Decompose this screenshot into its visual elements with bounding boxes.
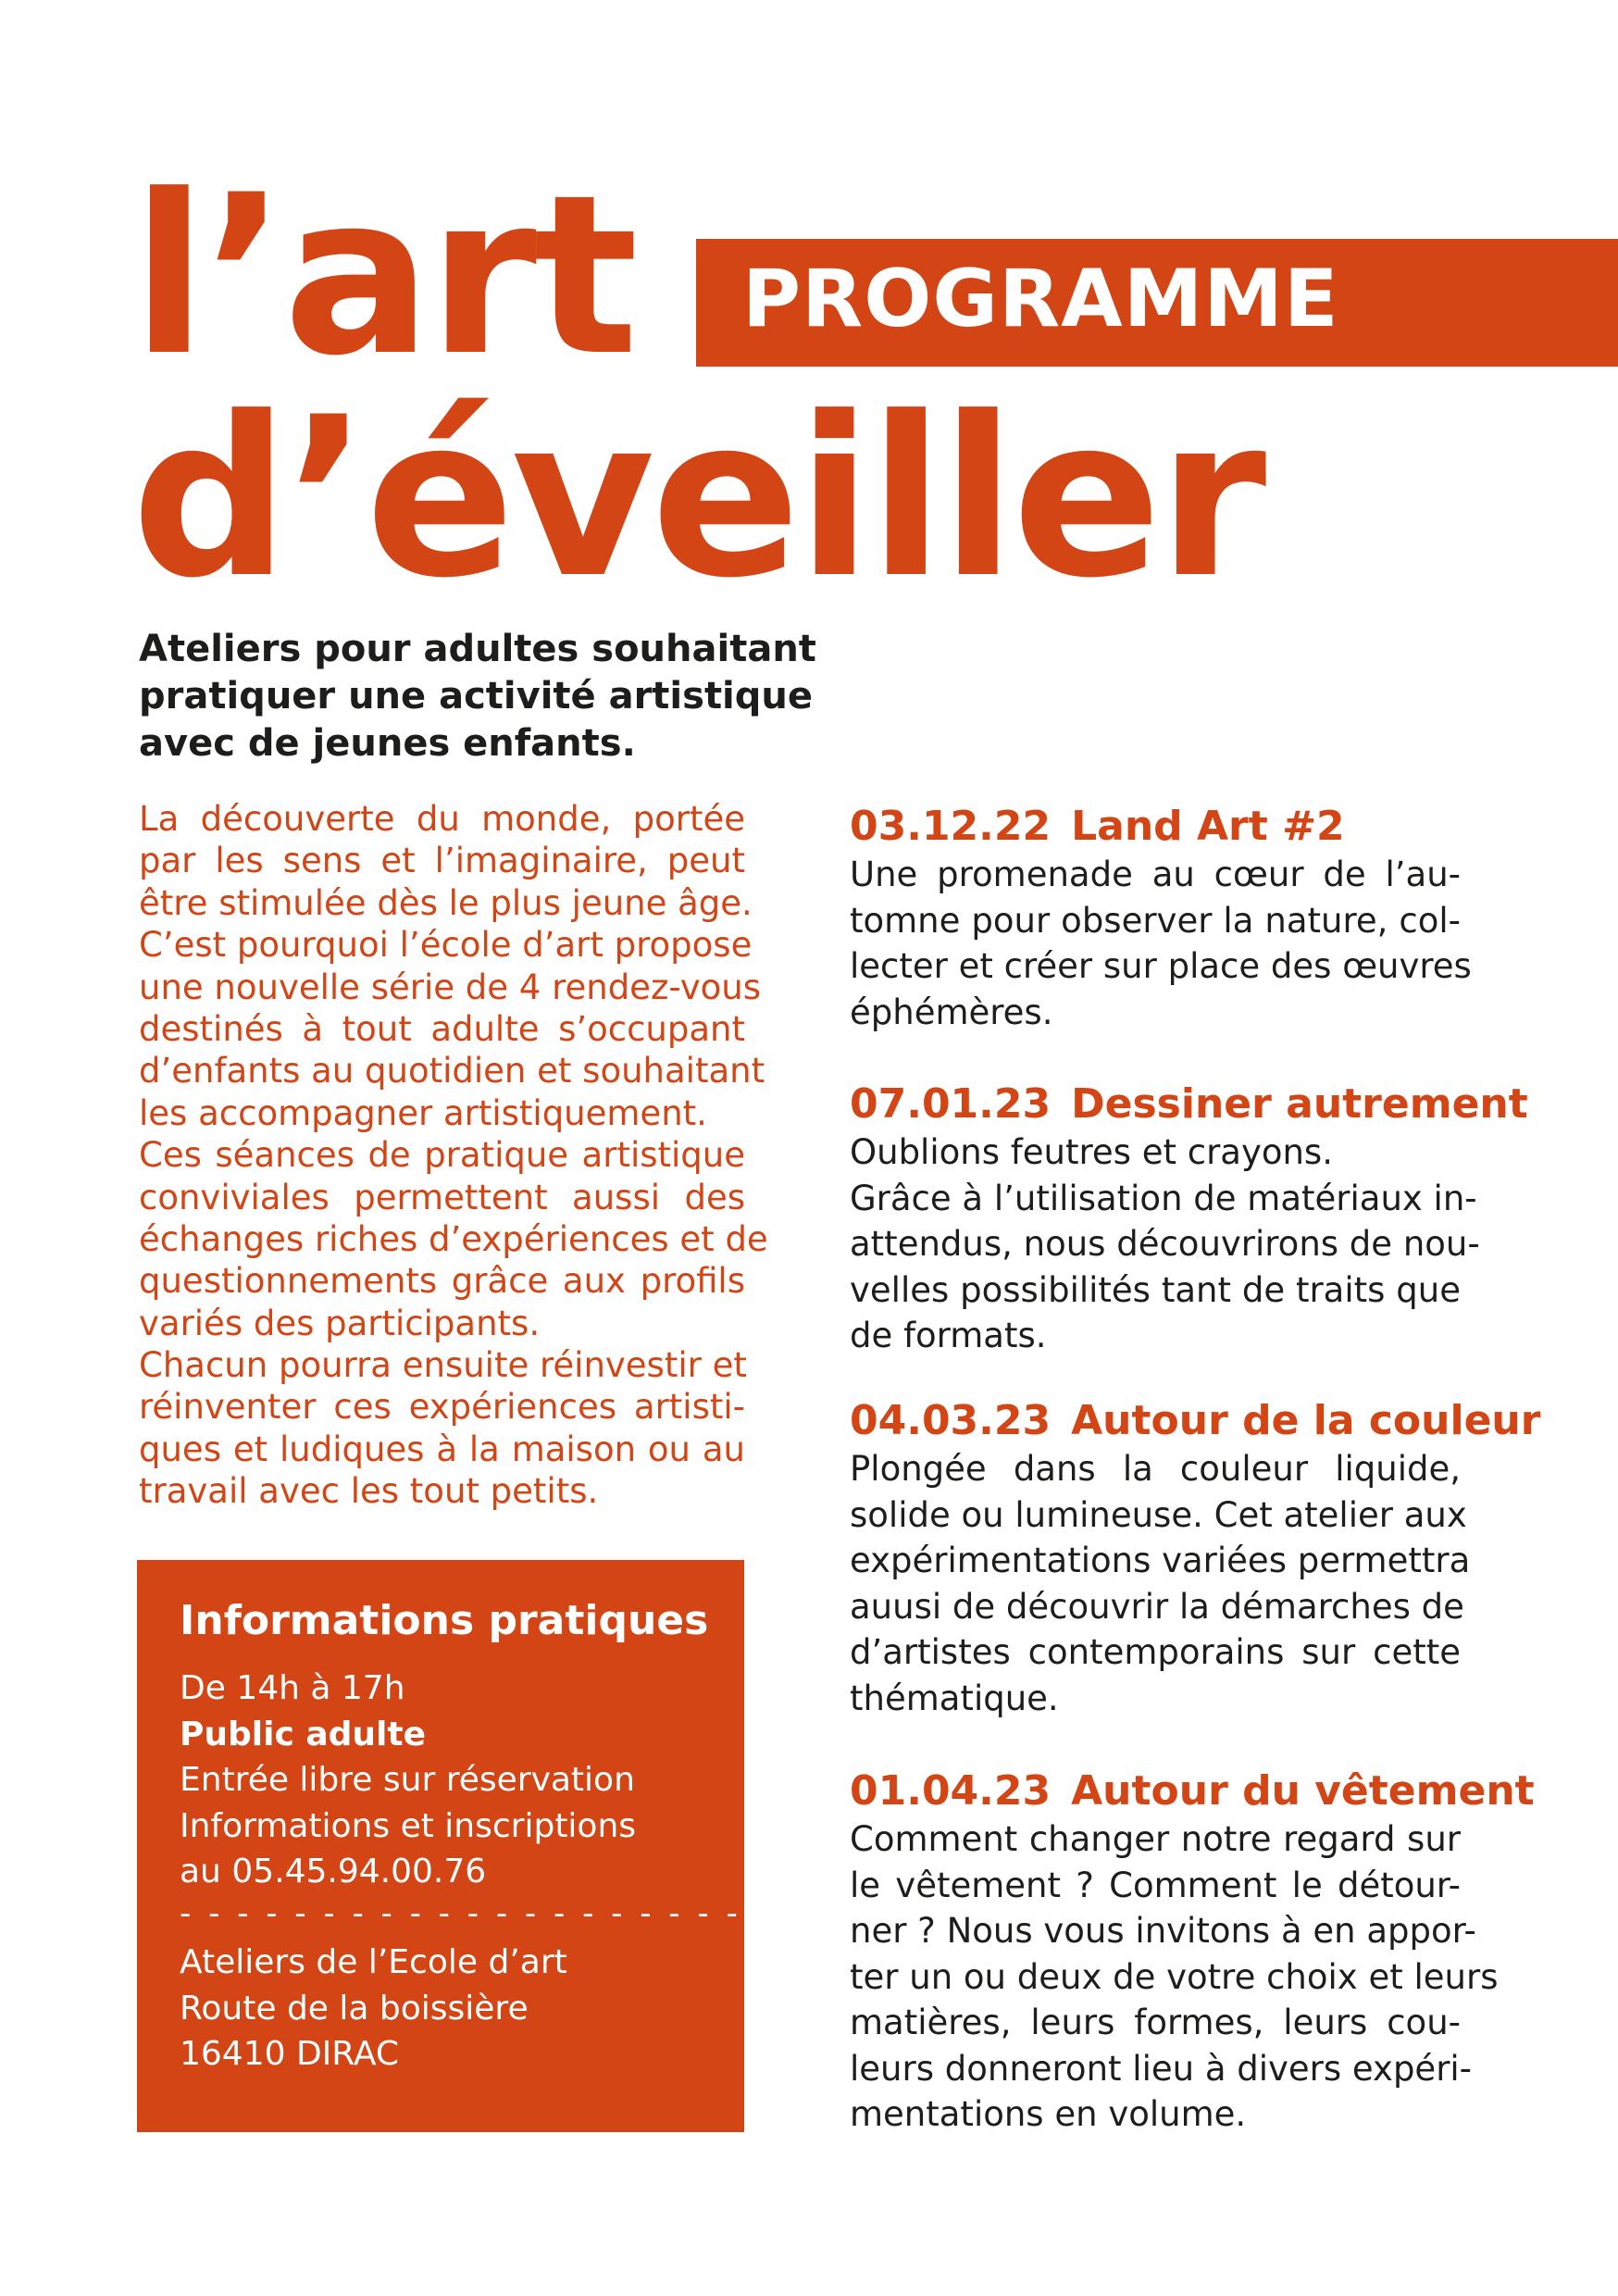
description-line: destinés à tout adulte s’occupant — [139, 1008, 745, 1049]
event-item — [850, 1079, 1528, 1359]
phone-text: au 05.45.94.00.76 — [180, 1853, 487, 1890]
description-line: être stimulée dès le plus jeune âge. — [139, 882, 753, 923]
event-heading — [850, 1079, 1528, 1129]
event-item — [850, 1766, 1535, 2138]
description-line: C’est pourquoi l’école d’art propose — [139, 925, 753, 966]
description-line: Chacun pourra ensuite réinvestir et — [139, 1345, 747, 1386]
address-block — [180, 1940, 567, 2078]
event-description — [850, 1446, 1471, 1721]
event-description-line: Une promenade au cœur de l’au- — [850, 855, 1461, 894]
description-line: ques et ludiques à la maison ou au — [139, 1429, 745, 1469]
description-line: conviviales permettent aussi des — [139, 1177, 745, 1217]
address-line: Route de la boissière — [180, 1989, 529, 2028]
description-line: travail avec les tout petits. — [139, 1471, 599, 1512]
programme-label: PROGRAMME — [742, 253, 1339, 345]
event-title: Dessiner autrement — [1071, 1080, 1528, 1128]
description-line: les accompagner artistiquement. — [139, 1092, 707, 1133]
title-line-1: l’art — [131, 148, 635, 405]
event-title: Autour du vêtement — [1071, 1767, 1535, 1815]
event-description-line: le vêtement ? Comment le détour- — [850, 1865, 1461, 1905]
event-description-line: thématique. — [850, 1678, 1059, 1718]
event-heading — [850, 1396, 1541, 1446]
hours-text: De 14h à 17h — [180, 1669, 405, 1707]
audience-text: Public adulte — [180, 1715, 426, 1753]
event-heading — [850, 802, 1461, 852]
event-description-line: lecter et créer sur place des œuvres — [850, 946, 1472, 986]
description-line: variés des participants. — [139, 1303, 541, 1343]
event-description — [850, 1816, 1499, 2138]
event-description-line: Oublions feutres et crayons. — [850, 1132, 1333, 1172]
intro-line: pratiquer une activité artistique — [139, 675, 814, 718]
event-description-line: leurs donneront lieu à divers expéri- — [850, 2048, 1473, 2089]
event-description-line: ner ? Nous vous invitons à en appor- — [850, 1911, 1476, 1951]
event-description-line: expérimentations variées permettra — [850, 1541, 1471, 1580]
practical-info-title: Informations pratiques — [180, 1597, 709, 1644]
practical-info-details — [180, 1666, 636, 1895]
event-description-line: d’artistes contemporains sur cette — [850, 1632, 1461, 1672]
event-description-line: ter un ou deux de votre choix et leurs — [850, 1956, 1499, 1997]
event-item — [850, 1396, 1541, 1721]
event-date: 04.03.23 — [850, 1397, 1052, 1444]
description-line: par les sens et l’imaginaire, peut — [139, 841, 745, 881]
event-description-line: de formats. — [850, 1316, 1047, 1355]
event-description-line: matières, leurs formes, leurs cou- — [850, 2003, 1461, 2042]
description-line: réinventer ces expériences artisti- — [139, 1387, 745, 1428]
event-title: Autour de la couleur — [1071, 1397, 1541, 1444]
event-description-line: attendus, nous découvrirons de nou- — [850, 1224, 1480, 1264]
description-line: questionnements grâce aux profils — [139, 1261, 745, 1302]
event-description-line: solide ou lumineuse. Cet atelier aux — [850, 1494, 1467, 1535]
event-description — [850, 1129, 1480, 1359]
event-description-line: Grâce à l’utilisation de matériaux in- — [850, 1178, 1477, 1218]
event-title: Land Art #2 — [1071, 803, 1345, 850]
intro-line: Ateliers pour adultes souhaitant — [139, 628, 816, 670]
event-description-line: auusi de découvrir la démarches de — [850, 1586, 1464, 1627]
entry-text: Entrée libre sur réservation — [180, 1761, 635, 1799]
event-description-line: éphémères. — [850, 992, 1053, 1032]
address-line: 16410 DIRAC — [180, 2035, 399, 2073]
address-line: Ateliers de l’Ecole d’art — [180, 1943, 567, 1981]
event-description-line: tomne pour observer la nature, col- — [850, 900, 1461, 941]
dashed-divider: - - - - - - - - - - - - - - - - - - - - - — [180, 1895, 770, 1932]
programme-banner — [696, 239, 1618, 367]
event-description-line: Plongée dans la couleur liquide, — [850, 1449, 1461, 1489]
event-heading — [850, 1766, 1535, 1816]
title-line-2: d’éveiller — [131, 370, 1263, 627]
intro-heading — [139, 626, 816, 767]
description-paragraph — [139, 798, 768, 1513]
description-line: échanges riches d’expériences et de — [139, 1218, 768, 1259]
event-date: 03.12.22 — [850, 803, 1052, 850]
event-date: 07.01.23 — [850, 1080, 1052, 1128]
event-description-line: mentations en volume. — [850, 2094, 1247, 2134]
practical-info-box — [137, 1560, 770, 2132]
description-line: une nouvelle série de 4 rendez-vous — [139, 967, 761, 1007]
inscriptions-text: Informations et inscriptions — [180, 1806, 637, 1845]
description-line: Ces séances de pratique artistique — [139, 1135, 745, 1176]
event-date: 01.04.23 — [850, 1767, 1052, 1815]
event-description-line: Comment changer notre regard sur — [850, 1819, 1461, 1859]
event-description — [850, 852, 1472, 1035]
event-description-line: velles possibilités tant de traits que — [850, 1269, 1461, 1310]
description-line: La découverte du monde, portée — [139, 799, 745, 839]
intro-line: avec de jeunes enfants. — [139, 722, 636, 765]
event-item — [850, 802, 1472, 1035]
description-line: d’enfants au quotidien et souhaitant — [139, 1051, 765, 1092]
